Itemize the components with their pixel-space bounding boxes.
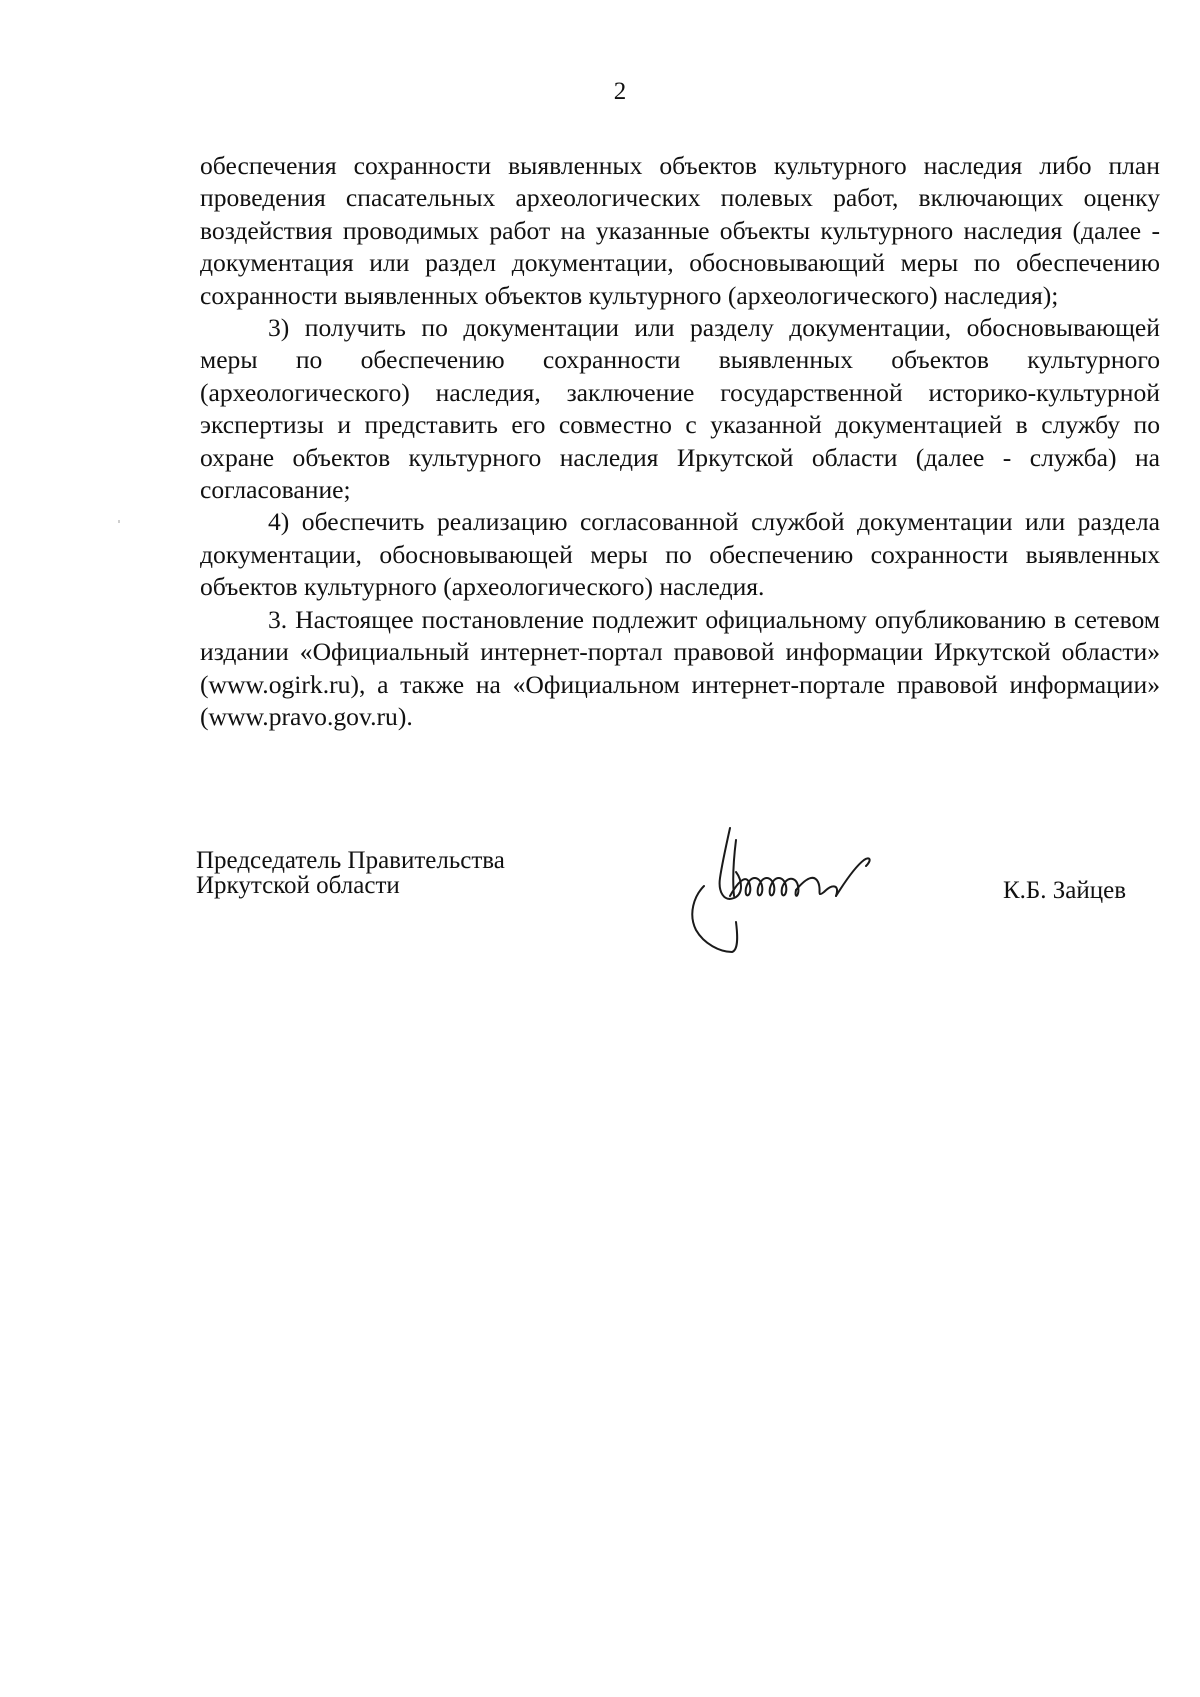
paragraph-item-4: 4) обеспечить реализацию согласованной службой документации или раздела документации, обосновывающей меры по обеспечению сохранности выявленных объектов культурного (археологического) наследия. bbox=[200, 507, 1160, 602]
paragraph-continuation: обеспечения сохранности выявленных объектов культурного наследия либо план проведения спасательных археологических полевых работ, включающих оценку воздействия проводимых работ на указанные объекты культурного наследия (далее - документация или раздел документации, обосновывающий меры по обеспечению сохранности выявленных объектов культурного (археологического) наследия); bbox=[200, 151, 1160, 310]
paragraph-item-3: 3) получить по документации или разделу документации, обосновывающей меры по обеспечению сохранности выявленных объектов культурного (археологического) наследия, заключение государственной историко-культурной экспертизы и представить его совместно с указанной документацией в службу по охране объектов культурного наследия Иркутской области (далее - служба) на согласование; bbox=[200, 313, 1160, 505]
paragraph-publication: 3. Настоящее постановление подлежит официальному опубликованию в сетевом издании «Официальный интернет-портал правовой информации Иркутской области» (www.ogirk.ru), а также на «Официальном интернет-портале правовой информации» (www.pravo.gov.ru). bbox=[200, 604, 1160, 731]
page-number: 2 bbox=[613, 78, 627, 105]
signatory-position-line-2: Иркутской области bbox=[196, 872, 400, 899]
signatory-position-line-1: Председатель Правительства bbox=[196, 847, 505, 874]
document-body bbox=[200, 150, 1160, 733]
scan-mark bbox=[118, 520, 120, 523]
signatory-name: К.Б. Зайцев bbox=[1003, 877, 1127, 904]
handwritten-signature bbox=[686, 826, 956, 986]
signatory-position bbox=[196, 848, 505, 898]
